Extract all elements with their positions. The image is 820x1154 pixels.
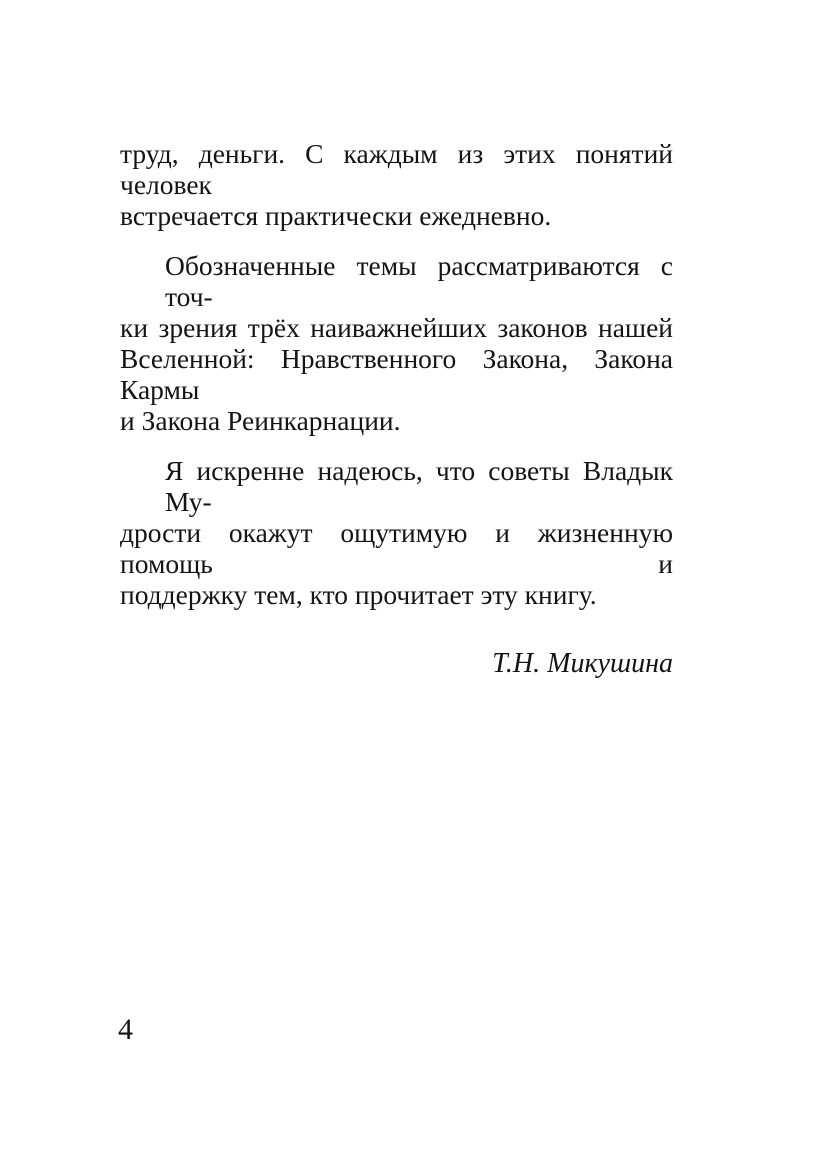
text-line: поддержку тем, кто прочитает эту книгу. — [120, 579, 597, 610]
paragraph — [120, 250, 673, 436]
text-line: и Закона Реинкарнации. — [120, 405, 401, 436]
text-line: ки зрения трёх наиважнейших законов нашей — [120, 312, 673, 343]
text-line: дрости окажут ощутимую и жизненную помощь и — [120, 517, 673, 579]
paragraphs-container — [120, 138, 673, 610]
author-signature: Т.Н. Микушина — [492, 648, 673, 679]
text-line: труд, деньги. С каждым из этих понятий человек — [120, 138, 673, 200]
paragraph — [120, 455, 673, 610]
text-block — [120, 138, 673, 679]
text-line: встречается практически ежедневно. — [120, 200, 552, 231]
text-line: Вселенной: Нравственного Закона, Закона Кармы — [120, 343, 673, 405]
text-line: Обозначенные темы рассматриваются с точ- — [165, 250, 673, 312]
paragraph — [120, 138, 673, 231]
page-number: 4 — [118, 1013, 133, 1046]
text-line: Я искренне надеюсь, что советы Владык Му- — [165, 455, 673, 517]
